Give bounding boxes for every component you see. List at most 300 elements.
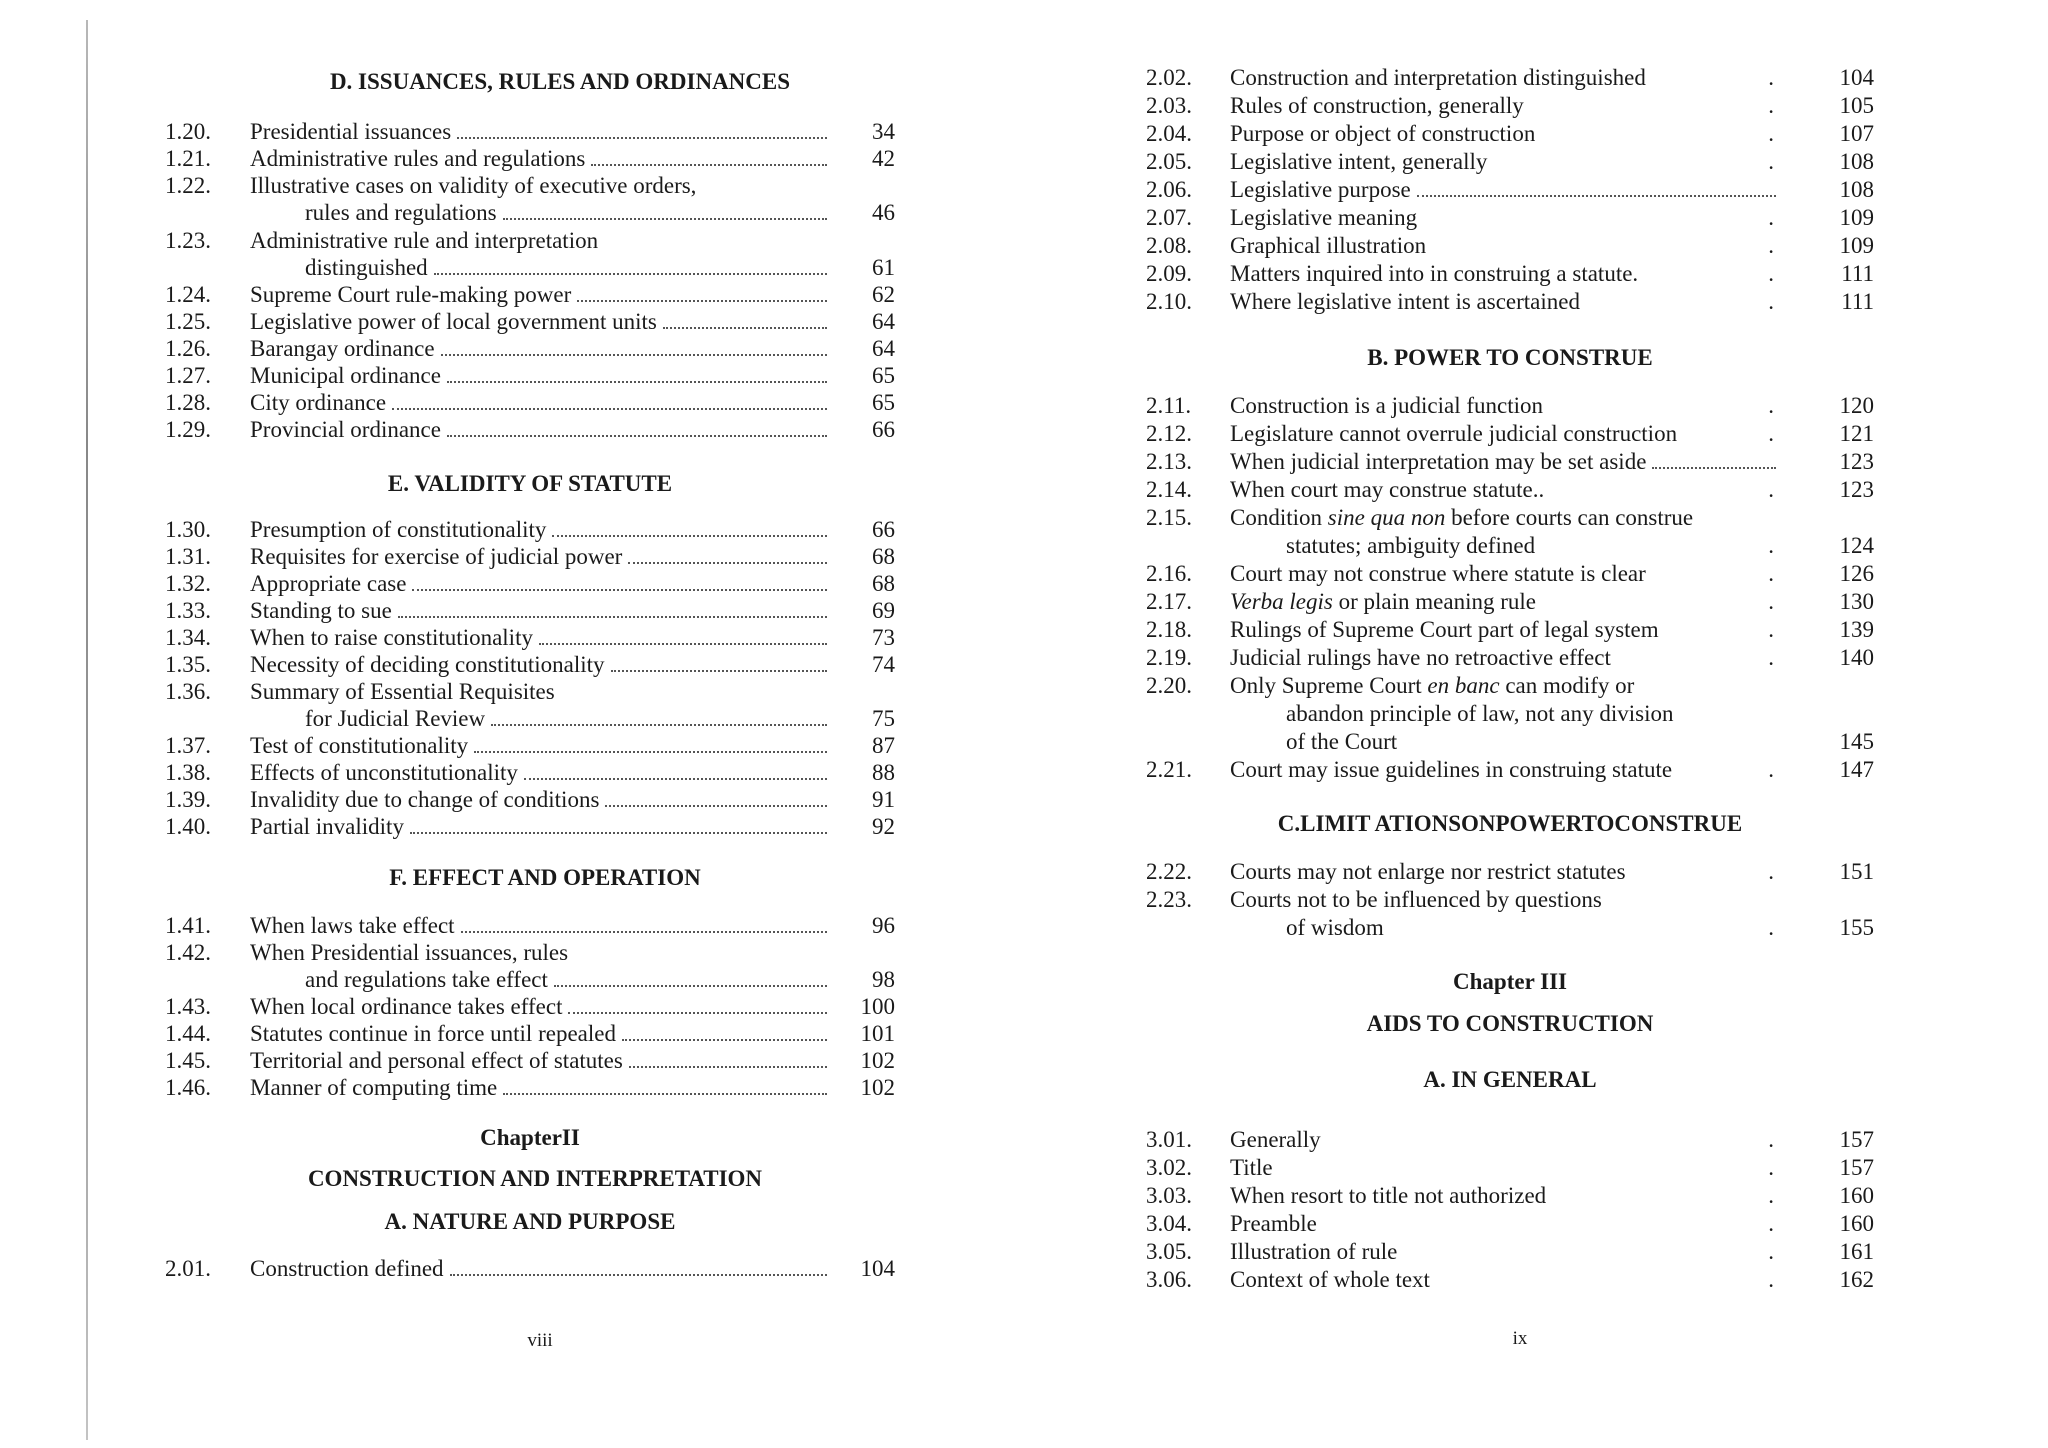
entry-title bbox=[1230, 392, 1782, 420]
entry-page-number: 98 bbox=[872, 967, 895, 992]
dot-leader bbox=[568, 1012, 827, 1014]
leader-mark: . bbox=[1768, 645, 1774, 670]
entry-page-number: 145 bbox=[1839, 729, 1874, 754]
toc-entry bbox=[1024, 288, 2048, 316]
entry-page-number: 96 bbox=[872, 913, 895, 938]
entry-title bbox=[1230, 644, 1782, 672]
entry-title bbox=[250, 912, 833, 940]
entry-number: 3.06. bbox=[1146, 1267, 1192, 1292]
toc-entry bbox=[0, 308, 1024, 336]
entry-title bbox=[1230, 476, 1782, 504]
entry-page-number: 34 bbox=[872, 119, 895, 144]
entry-title-text bbox=[1230, 504, 1693, 532]
entry-number: 2.08. bbox=[1146, 233, 1192, 258]
entry-title bbox=[1286, 532, 1782, 560]
toc-entry bbox=[1024, 1238, 2048, 1266]
entry-number: 1.44. bbox=[165, 1021, 211, 1046]
toc-entry bbox=[0, 939, 1024, 967]
toc-entry bbox=[0, 416, 1024, 444]
entry-title bbox=[250, 993, 833, 1021]
entry-number: 1.35. bbox=[165, 652, 211, 677]
entry-number: 1.41. bbox=[165, 913, 211, 938]
toc-entry bbox=[0, 993, 1024, 1021]
entry-page-number: 109 bbox=[1839, 233, 1874, 258]
entry-number: 3.03. bbox=[1146, 1183, 1192, 1208]
toc-entry bbox=[1024, 92, 2048, 120]
entry-title bbox=[1286, 728, 1782, 756]
section-heading: ChapterII bbox=[480, 1125, 580, 1150]
toc-entry bbox=[0, 1074, 1024, 1102]
title-part: before courts can construe bbox=[1445, 505, 1694, 530]
toc-entry bbox=[1024, 914, 2048, 942]
entry-number: 3.04. bbox=[1146, 1211, 1192, 1236]
toc-entry bbox=[0, 543, 1024, 571]
section-heading: F. EFFECT AND OPERATION bbox=[389, 865, 701, 890]
entry-page-number: 111 bbox=[1841, 289, 1874, 314]
title-part: Condition bbox=[1230, 505, 1328, 530]
entry-title-text: Necessity of deciding constitutionality bbox=[250, 652, 605, 677]
dot-leader bbox=[503, 1093, 827, 1095]
entry-title-text: Invalidity due to change of conditions bbox=[250, 787, 600, 812]
entry-page-number: 157 bbox=[1839, 1127, 1874, 1152]
entry-title bbox=[250, 939, 833, 967]
dot-leader bbox=[629, 1066, 827, 1068]
entry-number: 1.31. bbox=[165, 544, 211, 569]
toc-entry bbox=[1024, 672, 2048, 700]
entry-page-number: 102 bbox=[860, 1048, 895, 1073]
entry-title-text: Presidential issuances bbox=[250, 119, 452, 144]
toc-entry bbox=[1024, 64, 2048, 92]
entry-page-number: 126 bbox=[1839, 561, 1874, 586]
leader-mark: . bbox=[1768, 205, 1774, 230]
leader-mark: . bbox=[1768, 1127, 1774, 1152]
dot-leader bbox=[450, 1274, 827, 1276]
toc-entry bbox=[0, 759, 1024, 787]
entry-title-text bbox=[1230, 588, 1536, 616]
entry-title-text: Provincial ordinance bbox=[250, 417, 441, 442]
entry-number: 1.45. bbox=[165, 1048, 211, 1073]
entry-page-number: 87 bbox=[872, 733, 895, 758]
entry-title-text: distinguished bbox=[305, 255, 428, 280]
entry-title-text: Purpose or object of construction bbox=[1230, 121, 1536, 146]
leader-mark: . bbox=[1768, 149, 1774, 174]
entry-page-number: 64 bbox=[872, 336, 895, 361]
entry-title bbox=[250, 227, 833, 255]
entry-title-text: Construction is a judicial function bbox=[1230, 393, 1544, 418]
section-heading: A. IN GENERAL bbox=[1423, 1067, 1597, 1092]
entry-page-number: 65 bbox=[872, 363, 895, 388]
entry-title bbox=[1230, 1210, 1782, 1238]
toc-entry bbox=[1024, 1266, 2048, 1294]
entry-number: 2.11. bbox=[1146, 393, 1192, 418]
dot-leader bbox=[1417, 195, 1776, 197]
entry-number: 1.23. bbox=[165, 228, 211, 253]
toc-entry bbox=[1024, 392, 2048, 420]
entry-page-number: 105 bbox=[1839, 93, 1874, 118]
entry-number: 2.01. bbox=[165, 1256, 211, 1281]
title-part: or plain meaning rule bbox=[1332, 589, 1536, 614]
entry-title-text: and regulations take effect bbox=[305, 967, 548, 992]
entry-number: 1.22. bbox=[165, 173, 211, 198]
entry-page-number: 157 bbox=[1839, 1155, 1874, 1180]
entry-title bbox=[1230, 288, 1782, 316]
entry-page-number: 111 bbox=[1841, 261, 1874, 286]
toc-entry bbox=[1024, 448, 2048, 476]
dot-leader bbox=[524, 778, 827, 780]
dot-leader bbox=[591, 164, 827, 166]
leader-mark: . bbox=[1768, 65, 1774, 90]
entry-title bbox=[250, 335, 833, 363]
entry-title bbox=[250, 416, 833, 444]
entry-title bbox=[250, 172, 833, 200]
entry-page-number: 139 bbox=[1839, 617, 1874, 642]
toc-entry bbox=[1024, 1126, 2048, 1154]
entry-title-text: Territorial and personal effect of statutes bbox=[250, 1048, 623, 1073]
toc-entry bbox=[0, 281, 1024, 309]
entry-title-text: of the Court bbox=[1286, 729, 1398, 754]
entry-title bbox=[1230, 756, 1782, 784]
section-heading: D. ISSUANCES, RULES AND ORDINANCES bbox=[329, 69, 791, 94]
section-heading: Chapter III bbox=[1453, 969, 1567, 994]
leader-mark: . bbox=[1768, 1155, 1774, 1180]
section-heading: A. NATURE AND PURPOSE bbox=[384, 1209, 676, 1234]
section-heading: CONSTRUCTION AND INTERPRETATION bbox=[307, 1166, 763, 1191]
entry-number: 2.19. bbox=[1146, 645, 1192, 670]
dot-leader bbox=[628, 562, 827, 564]
entry-number: 1.24. bbox=[165, 282, 211, 307]
entry-page-number: 108 bbox=[1839, 177, 1874, 202]
dot-leader bbox=[622, 1039, 827, 1041]
leader-mark: . bbox=[1768, 915, 1774, 940]
title-part: can modify or bbox=[1499, 673, 1635, 698]
entry-title bbox=[1230, 588, 1782, 616]
folio-right: ix bbox=[1512, 1328, 1528, 1349]
entry-number: 2.17. bbox=[1146, 589, 1192, 614]
entry-page-number: 107 bbox=[1839, 121, 1874, 146]
entry-number: 2.10. bbox=[1146, 289, 1192, 314]
dot-leader bbox=[398, 616, 827, 618]
entry-title-text: Test of constitutionality bbox=[250, 733, 469, 758]
toc-entry bbox=[1024, 1182, 2048, 1210]
toc-entry bbox=[0, 966, 1024, 994]
entry-title bbox=[1286, 914, 1782, 942]
entry-title-text: When laws take effect bbox=[250, 913, 455, 938]
leader-mark: . bbox=[1768, 1239, 1774, 1264]
toc-entry bbox=[1024, 504, 2048, 532]
entry-title-text: When court may construe statute.. bbox=[1230, 477, 1545, 502]
entry-number: 1.38. bbox=[165, 760, 211, 785]
entry-title bbox=[1230, 260, 1782, 288]
toc-entry bbox=[0, 597, 1024, 625]
entry-title-text: Administrative rule and interpretation bbox=[250, 228, 599, 253]
entry-title bbox=[250, 597, 833, 625]
toc-entry bbox=[0, 335, 1024, 363]
entry-number: 2.20. bbox=[1146, 673, 1192, 698]
entry-number: 2.12. bbox=[1146, 421, 1192, 446]
entry-title bbox=[1286, 700, 1782, 728]
entry-number: 2.05. bbox=[1146, 149, 1192, 174]
entry-title-text: Rules of construction, generally bbox=[1230, 93, 1524, 118]
entry-title-text: Partial invalidity bbox=[250, 814, 404, 839]
entry-title bbox=[1230, 1182, 1782, 1210]
toc-entry bbox=[1024, 858, 2048, 886]
entry-title-text: Graphical illustration bbox=[1230, 233, 1427, 258]
toc-entry bbox=[0, 651, 1024, 679]
entry-title-text: Municipal ordinance bbox=[250, 363, 441, 388]
entry-number: 2.23. bbox=[1146, 887, 1192, 912]
section-heading: B. POWER TO CONSTRUE bbox=[1367, 345, 1653, 370]
entry-number: 2.04. bbox=[1146, 121, 1192, 146]
entry-page-number: 123 bbox=[1839, 449, 1874, 474]
entry-page-number: 88 bbox=[872, 760, 895, 785]
entry-number: 2.03. bbox=[1146, 93, 1192, 118]
dot-leader bbox=[457, 137, 827, 139]
entry-page-number: 102 bbox=[860, 1075, 895, 1100]
entry-page-number: 151 bbox=[1839, 859, 1874, 884]
entry-title-text: Construction and interpretation distinguished bbox=[1230, 65, 1646, 90]
entry-title bbox=[1230, 92, 1782, 120]
entry-page-number: 130 bbox=[1839, 589, 1874, 614]
entry-title-text: When judicial interpretation may be set aside bbox=[1230, 449, 1647, 474]
entry-number: 1.32. bbox=[165, 571, 211, 596]
leader-mark: . bbox=[1768, 1267, 1774, 1292]
toc-entry bbox=[1024, 644, 2048, 672]
toc-entry bbox=[0, 1047, 1024, 1075]
entry-title-text: Where legislative intent is ascertained bbox=[1230, 289, 1580, 314]
entry-title bbox=[250, 759, 833, 787]
entry-number: 1.43. bbox=[165, 994, 211, 1019]
entry-title-text: Rulings of Supreme Court part of legal system bbox=[1230, 617, 1659, 642]
title-italic-part: Verba legis bbox=[1230, 589, 1333, 614]
entry-title-text: Construction defined bbox=[250, 1256, 444, 1281]
toc-entry bbox=[0, 199, 1024, 227]
entry-number: 3.05. bbox=[1146, 1239, 1192, 1264]
entry-page-number: 104 bbox=[1839, 65, 1874, 90]
entry-page-number: 109 bbox=[1839, 205, 1874, 230]
toc-entry bbox=[1024, 148, 2048, 176]
entry-page-number: 62 bbox=[872, 282, 895, 307]
entry-title-text: When to raise constitutionality bbox=[250, 625, 533, 650]
entry-number: 1.39. bbox=[165, 787, 211, 812]
entry-title bbox=[250, 362, 833, 390]
dot-leader bbox=[491, 724, 827, 726]
title-part: Only Supreme Court bbox=[1230, 673, 1428, 698]
leader-mark: . bbox=[1768, 533, 1774, 558]
toc-entry bbox=[1024, 204, 2048, 232]
entry-title bbox=[1230, 176, 1782, 204]
toc-entry bbox=[1024, 1154, 2048, 1182]
toc-entry bbox=[0, 912, 1024, 940]
dot-leader bbox=[611, 670, 827, 672]
dot-leader bbox=[441, 354, 827, 356]
dot-leader bbox=[447, 435, 827, 437]
entry-number: 1.21. bbox=[165, 146, 211, 171]
entry-number: 1.26. bbox=[165, 336, 211, 361]
entry-title-text bbox=[1230, 672, 1634, 700]
toc-entry bbox=[1024, 560, 2048, 588]
leader-mark: . bbox=[1768, 121, 1774, 146]
dot-leader bbox=[461, 931, 827, 933]
toc-entry bbox=[1024, 120, 2048, 148]
entry-page-number: 66 bbox=[872, 417, 895, 442]
title-italic-part: en banc bbox=[1427, 673, 1500, 698]
leader-mark: . bbox=[1768, 393, 1774, 418]
entry-title-text: Administrative rules and regulations bbox=[250, 146, 586, 171]
entry-title-text: Requisites for exercise of judicial power bbox=[250, 544, 623, 569]
entry-title-text: Matters inquired into in construing a statute. bbox=[1230, 261, 1639, 286]
entry-number: 1.30. bbox=[165, 517, 211, 542]
toc-entry bbox=[1024, 588, 2048, 616]
entry-title bbox=[250, 145, 833, 173]
entry-page-number: 75 bbox=[872, 706, 895, 731]
entry-title bbox=[305, 705, 833, 733]
toc-entry bbox=[0, 705, 1024, 733]
entry-page-number: 160 bbox=[1839, 1183, 1874, 1208]
entry-number: 1.20. bbox=[165, 119, 211, 144]
entry-number: 1.46. bbox=[165, 1075, 211, 1100]
dot-leader bbox=[1652, 467, 1776, 469]
toc-entry bbox=[0, 227, 1024, 255]
entry-number: 1.42. bbox=[165, 940, 211, 965]
entry-title-text: Court may issue guidelines in construing statute bbox=[1230, 757, 1673, 782]
entry-title-text: Title bbox=[1230, 1155, 1273, 1180]
entry-number: 3.02. bbox=[1146, 1155, 1192, 1180]
leader-mark: . bbox=[1768, 589, 1774, 614]
dot-leader bbox=[474, 751, 827, 753]
entry-title-text: Courts not to be influenced by questions bbox=[1230, 887, 1602, 912]
entry-number: 1.40. bbox=[165, 814, 211, 839]
entry-number: 2.15. bbox=[1146, 505, 1192, 530]
entry-number: 2.02. bbox=[1146, 65, 1192, 90]
entry-title-text: Court may not construe where statute is clear bbox=[1230, 561, 1646, 586]
entry-title-text: Manner of computing time bbox=[250, 1075, 498, 1100]
entry-title bbox=[305, 966, 833, 994]
toc-entry bbox=[1024, 532, 2048, 560]
entry-title bbox=[1230, 672, 1782, 700]
toc-entry bbox=[0, 516, 1024, 544]
dot-leader bbox=[434, 273, 827, 275]
toc-entry bbox=[1024, 700, 2048, 728]
entry-title-text: Illustrative cases on validity of executive orders, bbox=[250, 173, 697, 198]
entry-page-number: 160 bbox=[1839, 1211, 1874, 1236]
entry-title bbox=[1230, 204, 1782, 232]
dot-leader bbox=[503, 218, 827, 220]
entry-page-number: 108 bbox=[1839, 149, 1874, 174]
toc-entry bbox=[0, 254, 1024, 282]
entry-title bbox=[250, 1020, 833, 1048]
entry-title bbox=[250, 813, 833, 841]
entry-title-text: Context of whole text bbox=[1230, 1267, 1430, 1292]
entry-title bbox=[250, 624, 833, 652]
entry-title bbox=[250, 281, 833, 309]
toc-entry bbox=[0, 1020, 1024, 1048]
toc-entry bbox=[1024, 728, 2048, 756]
entry-title bbox=[250, 118, 833, 146]
entry-page-number: 46 bbox=[872, 200, 895, 225]
entry-number: 2.18. bbox=[1146, 617, 1192, 642]
entry-title bbox=[1230, 858, 1782, 886]
dot-leader bbox=[577, 300, 827, 302]
entry-page-number: 66 bbox=[872, 517, 895, 542]
entry-page-number: 68 bbox=[872, 571, 895, 596]
entry-title bbox=[250, 678, 833, 706]
entry-title bbox=[1230, 1154, 1782, 1182]
title-italic-part: sine qua non bbox=[1327, 505, 1446, 530]
toc-entry bbox=[0, 786, 1024, 814]
leader-mark: . bbox=[1768, 289, 1774, 314]
entry-title-text: When Presidential issuances, rules bbox=[250, 940, 569, 965]
toc-entry bbox=[1024, 756, 2048, 784]
entry-number: 2.07. bbox=[1146, 205, 1192, 230]
entry-title-text: When local ordinance takes effect bbox=[250, 994, 563, 1019]
entry-title bbox=[1230, 448, 1782, 476]
dot-leader bbox=[410, 832, 827, 834]
dot-leader bbox=[412, 589, 827, 591]
toc-entry bbox=[1024, 260, 2048, 288]
leader-mark: . bbox=[1768, 617, 1774, 642]
entry-title bbox=[250, 1047, 833, 1075]
toc-entry bbox=[0, 145, 1024, 173]
entry-title-text: City ordinance bbox=[250, 390, 387, 415]
entry-page-number: 68 bbox=[872, 544, 895, 569]
entry-page-number: 91 bbox=[872, 787, 895, 812]
entry-title-text: Judicial rulings have no retroactive effect bbox=[1230, 645, 1611, 670]
toc-entry bbox=[0, 813, 1024, 841]
entry-page-number: 147 bbox=[1839, 757, 1874, 782]
entry-number: 2.13. bbox=[1146, 449, 1192, 474]
entry-number: 2.22. bbox=[1146, 859, 1192, 884]
entry-number: 1.37. bbox=[165, 733, 211, 758]
entry-title-text: When resort to title not authorized bbox=[1230, 1183, 1547, 1208]
entry-title bbox=[1230, 420, 1782, 448]
leader-mark: . bbox=[1768, 757, 1774, 782]
entry-title-text: Courts may not enlarge nor restrict statutes bbox=[1230, 859, 1626, 884]
toc-entry bbox=[0, 118, 1024, 146]
entry-title bbox=[250, 308, 833, 336]
entry-title-text: Legislative meaning bbox=[1230, 205, 1418, 230]
entry-number: 2.09. bbox=[1146, 261, 1192, 286]
entry-title bbox=[250, 651, 833, 679]
leader-mark: . bbox=[1768, 233, 1774, 258]
toc-entry bbox=[1024, 476, 2048, 504]
entry-title-text: Preamble bbox=[1230, 1211, 1317, 1236]
entry-page-number: 64 bbox=[872, 309, 895, 334]
entry-title bbox=[1230, 148, 1782, 176]
section-heading: AIDS TO CONSTRUCTION bbox=[1366, 1011, 1654, 1036]
entry-number: 2.21. bbox=[1146, 757, 1192, 782]
toc-entry bbox=[0, 678, 1024, 706]
entry-page-number: 140 bbox=[1839, 645, 1874, 670]
entry-number: 2.06. bbox=[1146, 177, 1192, 202]
toc-entry bbox=[1024, 1210, 2048, 1238]
toc-entry bbox=[0, 172, 1024, 200]
entry-number: 1.34. bbox=[165, 625, 211, 650]
leader-mark: . bbox=[1768, 859, 1774, 884]
dot-leader bbox=[447, 381, 827, 383]
entry-title-text: Legislative purpose bbox=[1230, 177, 1411, 202]
entry-title bbox=[250, 543, 833, 571]
entry-title-text: Supreme Court rule-making power bbox=[250, 282, 572, 307]
entry-title bbox=[1230, 560, 1782, 588]
entry-title-text: Effects of unconstitutionality bbox=[250, 760, 518, 785]
entry-title bbox=[250, 516, 833, 544]
entry-title bbox=[250, 786, 833, 814]
toc-entry bbox=[0, 389, 1024, 417]
entry-number: 1.27. bbox=[165, 363, 211, 388]
entry-page-number: 73 bbox=[872, 625, 895, 650]
entry-page-number: 104 bbox=[860, 1256, 895, 1281]
entry-page-number: 42 bbox=[872, 146, 895, 171]
